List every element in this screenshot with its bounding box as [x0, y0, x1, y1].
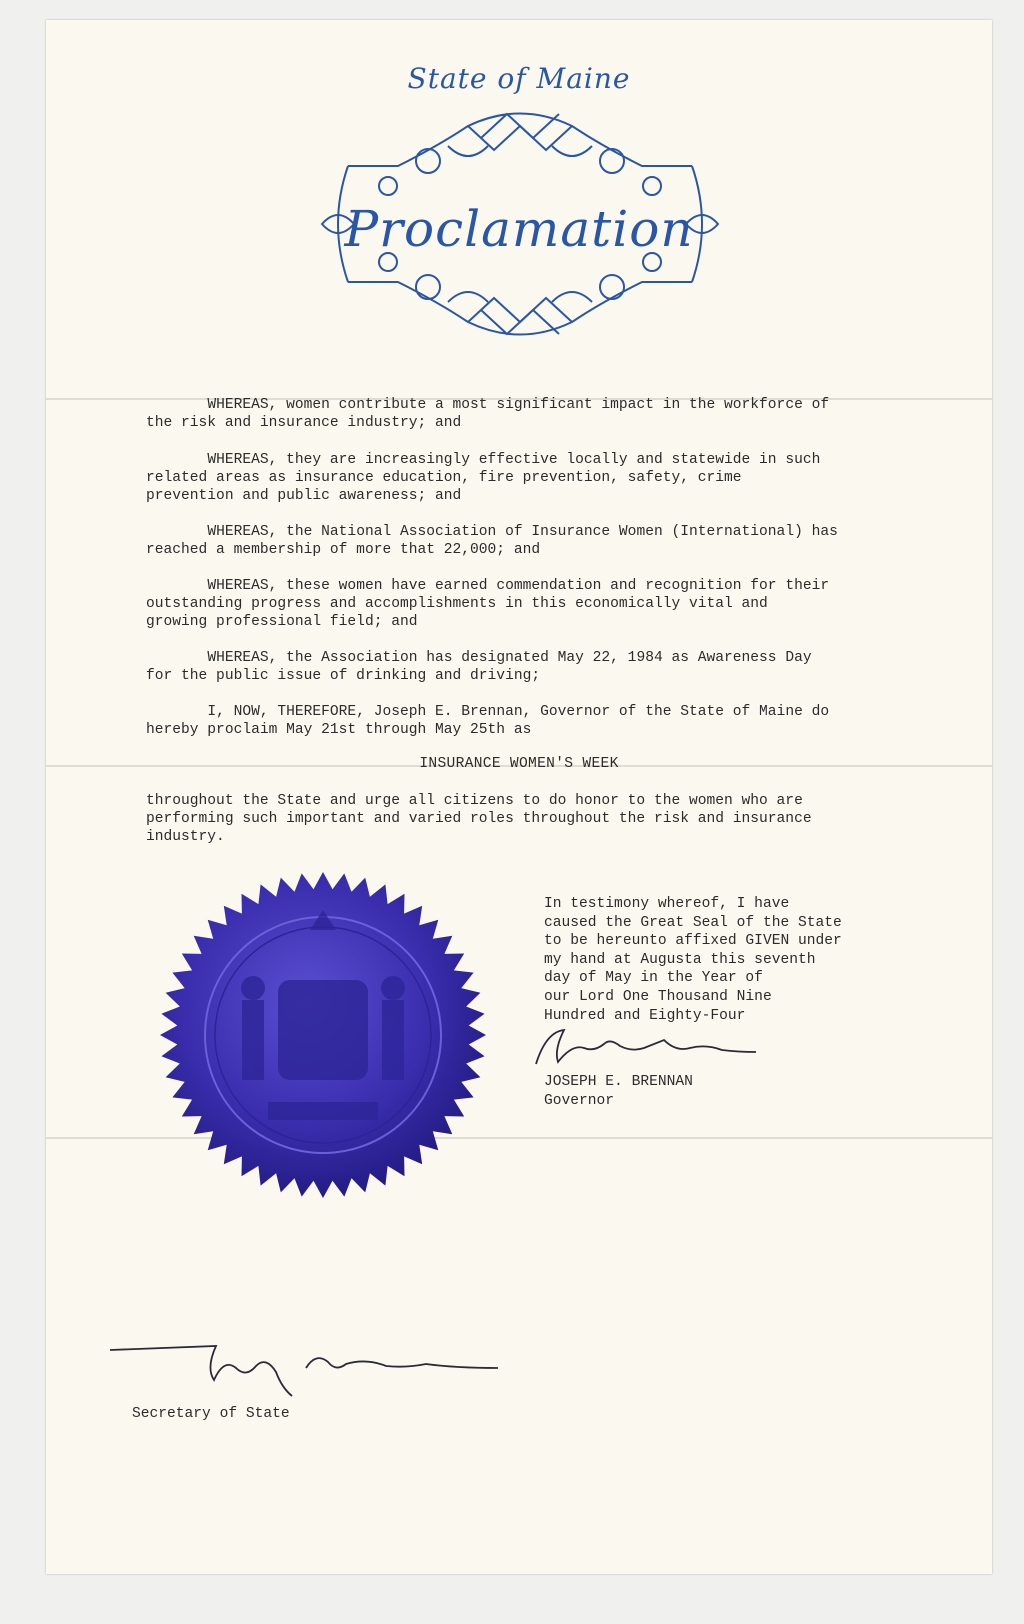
proclamation-paper [46, 20, 992, 1574]
whereas-paragraph: WHEREAS, women contribute a most significant impact in the workforce of the risk and insurance industry; and [146, 397, 830, 431]
secretary-of-state-title: Secretary of State [132, 1406, 290, 1422]
governor-signature [524, 1022, 764, 1074]
closing-paragraph: throughout the State and urge all citizens to do honor to the women who are performing such important and varied roles throughout the risk and insurance industry. [146, 793, 812, 845]
whereas-paragraph: WHEREAS, the Association has designated May 22, 1984 as Awareness Day for the public issue of drinking and driving; [146, 650, 812, 684]
therefore-paragraph: I, NOW, THEREFORE, Joseph E. Brennan, Governor of the State of Maine do hereby proclaim May 21st through May 25th as [146, 704, 830, 738]
governor-name: JOSEPH E. BRENNAN [544, 1074, 693, 1090]
week-title: INSURANCE WOMEN'S WEEK [419, 756, 619, 772]
governor-title: Governor [544, 1093, 615, 1109]
whereas-paragraph: WHEREAS, these women have earned commendation and recognition for their outstanding progress and accomplishments in this economically vital and growing professional field; and [146, 578, 830, 630]
whereas-paragraph: WHEREAS, they are increasingly effective locally and statewide in such related areas as insurance education, fire prevention, safety, crime prevention and public awareness; and [146, 452, 821, 504]
whereas-paragraph: WHEREAS, the National Association of Insurance Women (International) has reached a membership of more that 22,000; and [146, 524, 838, 558]
secretary-signature [106, 1338, 506, 1398]
testimony-text: In testimony whereof, I have caused the Great Seal of the State to be hereunto affixed GIVEN under my hand at Augusta this seventh day of May in the Year of our Lord One Thousand Nine Hundred and Eighty-Four [544, 896, 842, 1024]
proclamation-title: Proclamation [344, 200, 694, 258]
state-of-maine-heading: State of Maine [407, 62, 631, 95]
great-seal-icon [158, 870, 488, 1200]
